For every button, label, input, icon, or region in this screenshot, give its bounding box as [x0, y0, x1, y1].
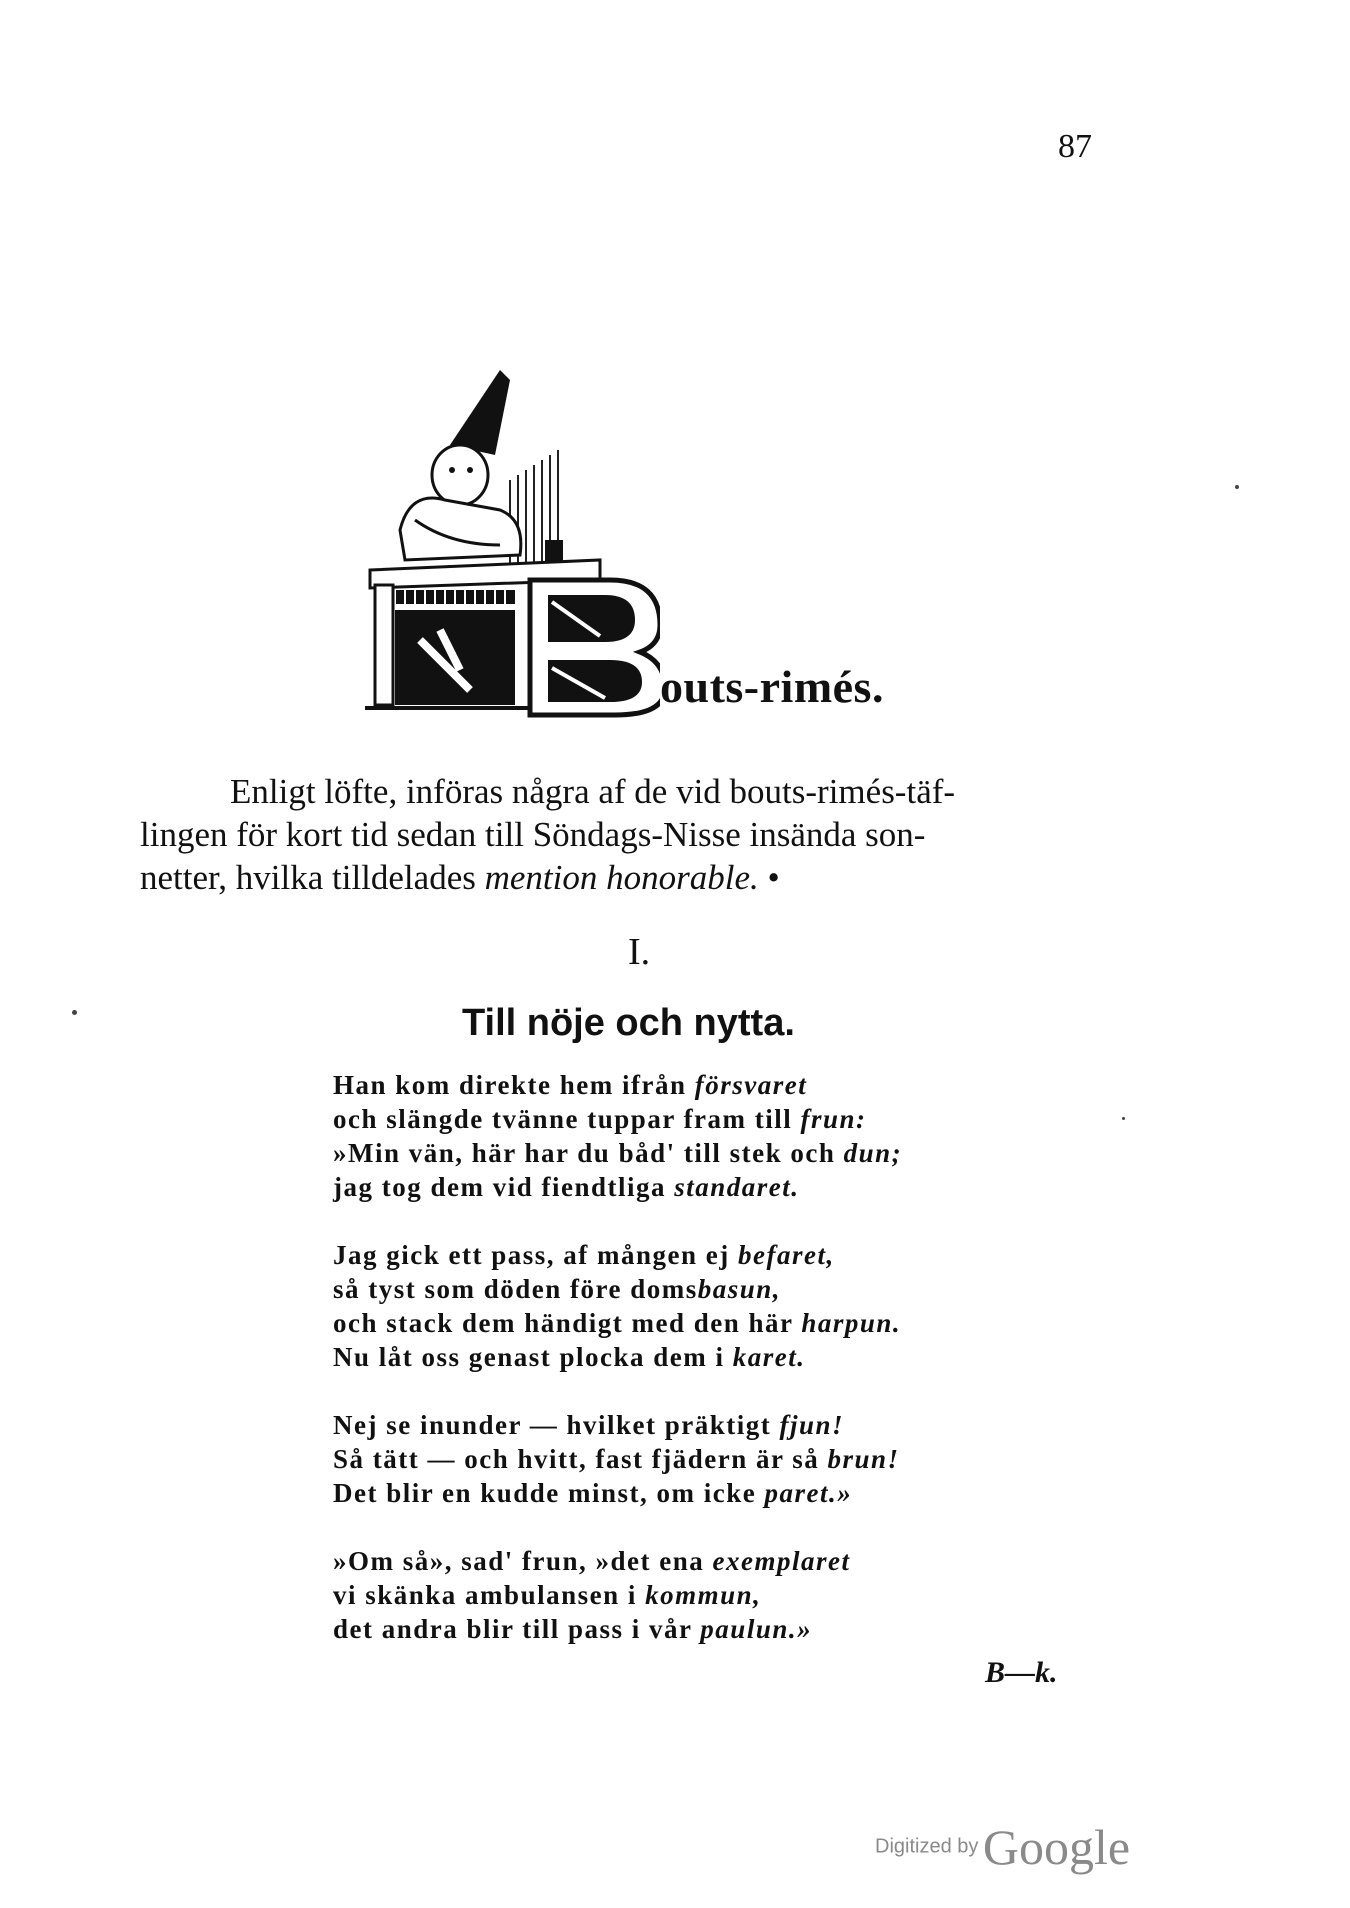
verse-rhyme-word: karet. [732, 1342, 806, 1372]
intro-emphasis: mention honorable. [484, 858, 759, 897]
intro-paragraph [140, 770, 1150, 899]
poem-verse [333, 1068, 902, 1102]
verse-rhyme-word: frun: [800, 1104, 867, 1134]
verse-text: Så tätt — och hvitt, fast fjädern är så [333, 1444, 828, 1474]
poem-verse [333, 1238, 902, 1272]
google-logo: Google [982, 1819, 1131, 1875]
verse-rhyme-word: kommun, [645, 1580, 762, 1610]
verse-text: och stack dem händigt med den här [333, 1308, 802, 1338]
poem-stanza [333, 1544, 902, 1646]
poem-title: Till nöje och nytta. [462, 1002, 795, 1044]
digitization-watermark [875, 1818, 1130, 1876]
intro-bullet: • [758, 858, 780, 897]
poem-stanza [333, 1408, 902, 1510]
verse-rhyme-word: paulun.» [700, 1614, 813, 1644]
poem-verse [333, 1578, 902, 1612]
intro-line: Enligt löfte, införas några af de vid bouts-rimés-täf- [230, 772, 956, 811]
verse-text: så tyst som döden före doms [333, 1274, 698, 1304]
verse-rhyme-word: standaret. [674, 1172, 800, 1202]
verse-text: vi skänka ambulansen i [333, 1580, 646, 1610]
poem-verse [333, 1136, 902, 1170]
verse-rhyme-word: exemplaret [712, 1546, 851, 1576]
verse-rhyme-word: dun; [843, 1138, 903, 1168]
verse-text: det andra blir till pass i vår [333, 1614, 701, 1644]
verse-rhyme-word: harpun. [801, 1308, 902, 1338]
verse-rhyme-word: basun, [697, 1274, 782, 1304]
poem-body [333, 1068, 902, 1680]
print-speck [72, 1010, 77, 1015]
verse-rhyme-word: försvaret [694, 1070, 808, 1100]
poem-verse [333, 1476, 902, 1510]
intro-line: lingen för kort tid sedan till Söndags-Nisse insända son- [140, 815, 926, 854]
verse-text: Jag gick ett pass, af mången ej [333, 1240, 738, 1270]
verse-text: jag tog dem vid fiendtliga [333, 1172, 675, 1202]
verse-rhyme-word: paret.» [764, 1478, 853, 1508]
poem-verse [333, 1306, 902, 1340]
print-speck [1122, 1117, 1125, 1120]
author-signature: B—k. [985, 1656, 1058, 1689]
verse-rhyme-word: befaret, [737, 1240, 835, 1270]
verse-text: Han kom direkte hem ifrån [333, 1070, 695, 1100]
print-speck [1235, 485, 1239, 489]
verse-text: Nej se inunder — hvilket präktigt [333, 1410, 780, 1440]
poem-verse [333, 1544, 902, 1578]
section-number: I. [628, 931, 651, 973]
verse-text: och slängde tvänne tuppar fram till [333, 1104, 801, 1134]
verse-text: »Om så», sad' frun, »det ena [333, 1546, 713, 1576]
poem-stanza [333, 1238, 902, 1374]
poem-verse [333, 1612, 902, 1646]
gnome-initial-illustration [360, 370, 660, 720]
verse-text: Nu låt oss genast plocka dem i [333, 1342, 733, 1372]
intro-line [140, 856, 1150, 899]
intro-text: netter, hvilka tilldelades [140, 858, 485, 897]
poem-verse [333, 1102, 902, 1136]
poem-stanza [333, 1068, 902, 1204]
page-number: 87 [1058, 128, 1092, 165]
verse-rhyme-word: brun! [827, 1444, 900, 1474]
poem-verse [333, 1442, 902, 1476]
watermark-prefix: Digitized by [875, 1835, 979, 1858]
heading-text: outs-rimés. [660, 661, 884, 712]
verse-rhyme-word: fjun! [779, 1410, 845, 1440]
poem-verse [333, 1340, 902, 1374]
poem-verse [333, 1272, 902, 1306]
poem-verse [333, 1408, 902, 1442]
verse-text: Det blir en kudde minst, om icke [333, 1478, 765, 1508]
verse-text: »Min vän, här har du båd' till stek och [333, 1138, 844, 1168]
poem-verse [333, 1170, 902, 1204]
